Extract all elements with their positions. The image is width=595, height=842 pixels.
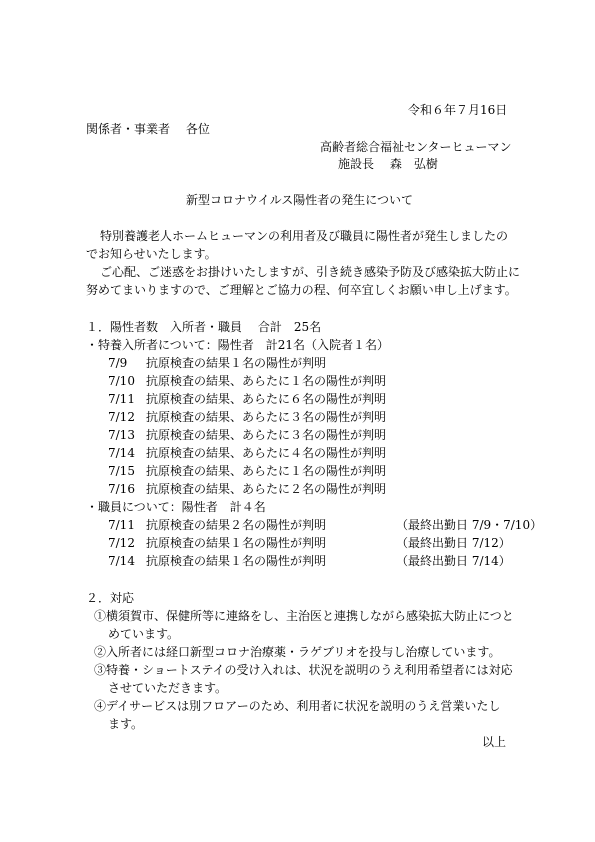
case-date: 7/9: [108, 356, 128, 370]
body-line: でお知らせいたします。: [86, 247, 217, 261]
case-text: 抗原検査の結果、あらたに６名の陽性が判明: [146, 392, 387, 406]
section2-heading: ２．対応: [86, 591, 135, 605]
case-note: （最終出勤日 7/12）: [396, 536, 511, 550]
case-text: 抗原検査の結果、あらたに１名の陽性が判明: [146, 374, 387, 388]
body-line: 特別養護老人ホームヒューマンの利用者及び職員に陽性者が発生しましたの: [100, 229, 509, 243]
case-note: （最終出勤日 7/9・7/10）: [396, 518, 543, 532]
case-text: 抗原検査の結果、あらたに３名の陽性が判明: [146, 410, 387, 424]
staff-case-row: [108, 536, 511, 550]
residents-heading: ・特養入所者について：陽性者 計21名（入院者１名）: [86, 338, 390, 352]
case-text: 抗原検査の結果２名の陽性が判明: [146, 518, 327, 532]
response-item: ②入所者には経口新型コロナ治療薬・ラゲブリオを投与し治療しています。: [94, 645, 501, 659]
case-date: 7/11: [108, 392, 135, 406]
case-date: 7/14: [108, 554, 135, 568]
page-title: 新型コロナウイルス陽性者の発生について: [186, 193, 414, 207]
response-item: ③特養・ショートステイの受け入れは、状況を説明のうえ利用希望者には対応: [94, 663, 513, 677]
case-text: 抗原検査の結果、あらたに４名の陽性が判明: [146, 446, 387, 460]
case-date: 7/15: [108, 464, 135, 478]
response-item: ①横須賀市、保健所等に連絡をし、主治医と連携しながら感染拡大防止につと: [94, 609, 514, 623]
case-date: 7/14: [108, 446, 135, 460]
resident-case-row: [108, 482, 386, 496]
resident-case-row: [108, 410, 386, 424]
sender-director: 施設長 森 弘樹: [338, 157, 438, 171]
case-date: 7/16: [108, 482, 135, 496]
resident-case-row: [108, 392, 386, 406]
resident-case-row: [108, 428, 386, 442]
sender-organization: 高齢者総合福祉センターヒューマン: [320, 140, 512, 154]
case-date: 7/13: [108, 428, 135, 442]
response-item-continuation: させていただきます。: [108, 681, 228, 695]
document-date: 令和６年７月16日: [408, 103, 508, 117]
case-date: 7/10: [108, 374, 135, 388]
staff-case-row: [108, 518, 542, 532]
case-text: 抗原検査の結果、あらたに３名の陽性が判明: [146, 428, 387, 442]
staff-case-row: [108, 554, 511, 568]
resident-case-row: [108, 464, 386, 478]
response-item: ④デイサービスは別フロアーのため、利用者に状況を説明のうえ営業いたし: [94, 699, 501, 713]
staff-heading: ・職員について：陽性者 計４名: [86, 500, 266, 514]
section1-heading: １．陽性者数 入所者・職員 合計 25名: [86, 320, 322, 334]
body-line: ご心配、ご迷惑をお掛けいたしますが、引き続き感染予防及び感染拡大防止に: [100, 265, 521, 279]
case-date: 7/12: [108, 536, 135, 550]
recipients-line: 関係者・事業者 各位: [86, 122, 210, 136]
case-date: 7/11: [108, 518, 135, 532]
response-item-continuation: ます。: [108, 717, 144, 731]
case-text: 抗原検査の結果、あらたに１名の陽性が判明: [146, 464, 387, 478]
case-text: 抗原検査の結果１名の陽性が判明: [146, 536, 327, 550]
case-note: （最終出勤日 7/14）: [396, 554, 511, 568]
case-date: 7/12: [108, 410, 135, 424]
resident-case-row: [108, 446, 386, 460]
closing-mark: 以上: [482, 735, 507, 749]
response-item-continuation: めています。: [108, 627, 180, 641]
case-text: 抗原検査の結果１名の陽性が判明: [146, 554, 327, 568]
resident-case-row: [108, 356, 326, 370]
resident-case-row: [108, 374, 386, 388]
case-text: 抗原検査の結果、あらたに２名の陽性が判明: [146, 482, 387, 496]
body-line: 努めてまいりますので、ご理解とご協力の程、何卒宜しくお願い申し上げます。: [86, 283, 517, 297]
case-text: 抗原検査の結果１名の陽性が判明: [146, 356, 327, 370]
